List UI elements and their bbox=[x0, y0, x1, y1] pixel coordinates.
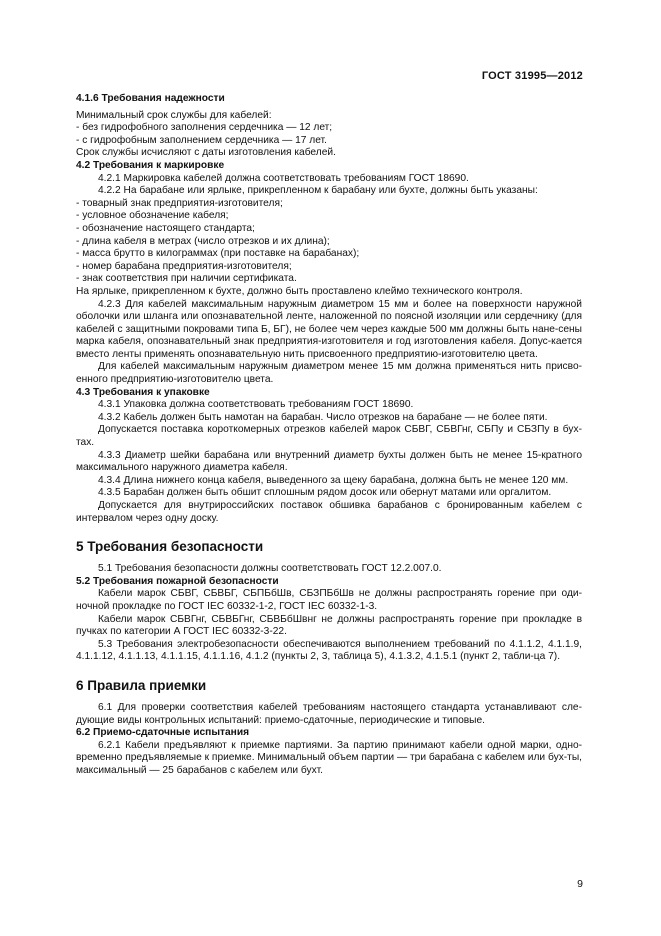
document-body bbox=[76, 93, 582, 778]
paragraph: 5.3 Требования электробезопасности обеспечиваются выполнением требований по 4.1.1.2, 4.1.1.9, 4.1.1.12, 4.1.1.13, 4.1.1.15, 4.1.1.16, 4.1.2 (пункты 2, 3, таблица 5), 4.1.3.2, 4.1.5.1 (пункт 2, табли-ца 7). bbox=[76, 638, 582, 663]
paragraph: 6.2.1 Кабели предъявляют к приемке партиями. За партию принимают кабели одной марки, одно-временно предъявляемые к приемке. Минимальный объем партии — три барабана с кабелем или бух-ты, максимальный — 25 барабанов с кабелем или бухт. bbox=[76, 739, 582, 776]
paragraph: 4.2.1 Маркировка кабелей должна соответствовать требованиям ГОСТ 18690. bbox=[98, 172, 469, 184]
paragraph: Допускается для внутрироссийских поставок обшивка барабанов с бронированным кабелем с интервалом через одну доску. bbox=[76, 500, 582, 524]
paragraph: 4.3.1 Упаковка должна соответствовать требованиям ГОСТ 18690. bbox=[98, 399, 414, 411]
paragraph: - обозначение настоящего стандарта; bbox=[76, 222, 255, 234]
paragraph: - с гидрофобным заполнением сердечника — 17 лет. bbox=[76, 134, 327, 146]
paragraph: Допускается поставка короткомерных отрезков кабелей марок СБВГ, СБВГнг, СБПу и СБЗПу в бух-тах. bbox=[76, 424, 582, 449]
paragraph: - масса брутто в килограммах (при поставке на барабанах); bbox=[76, 248, 360, 260]
paragraph: - номер барабана предприятия-изготовителя; bbox=[76, 260, 292, 272]
paragraph: 6.1 Для проверки соответствия кабелей требованиям настоящего стандарта устанавливают сле-дующие виды контрольных испытаний: приемо-сдаточные, периодические и типовые. bbox=[76, 701, 582, 726]
paragraph: 4.2.2 На барабане или ярлыке, прикрепленном к барабану или бухте, должны быть указаны: bbox=[98, 185, 538, 197]
paragraph: Срок службы исчисляют с даты изготовления кабелей. bbox=[76, 147, 336, 159]
paragraph: - условное обозначение кабеля; bbox=[76, 210, 229, 222]
spacer bbox=[76, 525, 582, 539]
paragraph: Для кабелей максимальным наружным диаметром менее 15 мм должна применяться нить присво-енного предприятию-изготовителю цвета. bbox=[76, 361, 582, 386]
paragraph: Кабели марок СБВГнг, СБВБГнг, СБВБбШвнг не должны распространять горение при прокладке в пучках по категории А ГОСТ IEC 60332-3-22. bbox=[76, 613, 582, 638]
subsection-heading: 5.2 Требования пожарной безопасности bbox=[76, 575, 279, 587]
paragraph: На ярлыке, прикрепленном к бухте, должно быть проставлено клеймо технического контроля. bbox=[76, 285, 523, 297]
paragraph: 5.1 Требования безопасности должны соответствовать ГОСТ 12.2.007.0. bbox=[98, 563, 442, 575]
page-number: 9 bbox=[577, 878, 583, 890]
paragraph: - товарный знак предприятия-изготовителя; bbox=[76, 197, 283, 209]
subsection-heading: 4.2 Требования к маркировке bbox=[76, 159, 225, 171]
subsection-heading: 6.2 Приемо-сдаточные испытания bbox=[76, 727, 250, 739]
paragraph: 4.3.2 Кабель должен быть намотан на барабан. Число отрезков на барабане — не более пяти. bbox=[98, 411, 548, 423]
paragraph: 4.3.3 Диаметр шейки барабана или внутренний диаметр бухты должен быть не менее 15-кратного максимального наружного диаметра кабеля. bbox=[76, 449, 582, 474]
paragraph: - длина кабеля в метрах (число отрезков и их длина); bbox=[76, 235, 330, 247]
spacer bbox=[76, 694, 582, 702]
document-header-standard: ГОСТ 31995—2012 bbox=[481, 70, 583, 82]
paragraph: 4.2.3 Для кабелей максимальным наружным диаметром 15 мм и более на поверхности наружной оболочки или шланга или опознавательной ленте, наложенной по поясной изоляции или сердечнику (для кабелей с защитными покровами типа Б, БГ), не более чем через каждые 500 мм должны быть нане-сены марка кабеля, опознавательный знак предприятия-изготовителя и год изготовления кабеля. Допус-кается вместо ленты применять опознавательную нить присвоенного предприятию-изготовителю цвета. bbox=[76, 298, 582, 360]
subsection-heading: 4.1.6 Требования надежности bbox=[76, 93, 225, 104]
subsection-heading: 4.3 Требования к упаковке bbox=[76, 386, 210, 398]
section-heading: 6 Правила приемки bbox=[76, 677, 207, 693]
spacer bbox=[76, 664, 582, 678]
paragraph: - без гидрофобного заполнения сердечника — 12 лет; bbox=[76, 122, 333, 134]
section-heading: 5 Требования безопасности bbox=[76, 539, 264, 555]
paragraph: Кабели марок СБВГ, СБВБГ, СБПБбШв, СБЗПБбШв не должны распространять горение при оди-ночной прокладке по ГОСТ IEC 60332-1-2, ГОСТ IEC 60332-1-3. bbox=[76, 588, 582, 612]
paragraph: 4.3.4 Длина нижнего конца кабеля, выведенного за щеку барабана, должна быть не менее 120 мм. bbox=[98, 474, 569, 486]
paragraph: - знак соответствия при наличии сертификата. bbox=[76, 273, 297, 285]
paragraph: 4.3.5 Барабан должен быть обшит сплошным рядом досок или обернут матами или оргалитом. bbox=[98, 487, 552, 499]
paragraph: Минимальный срок службы для кабелей: bbox=[76, 109, 272, 121]
spacer bbox=[76, 555, 582, 563]
